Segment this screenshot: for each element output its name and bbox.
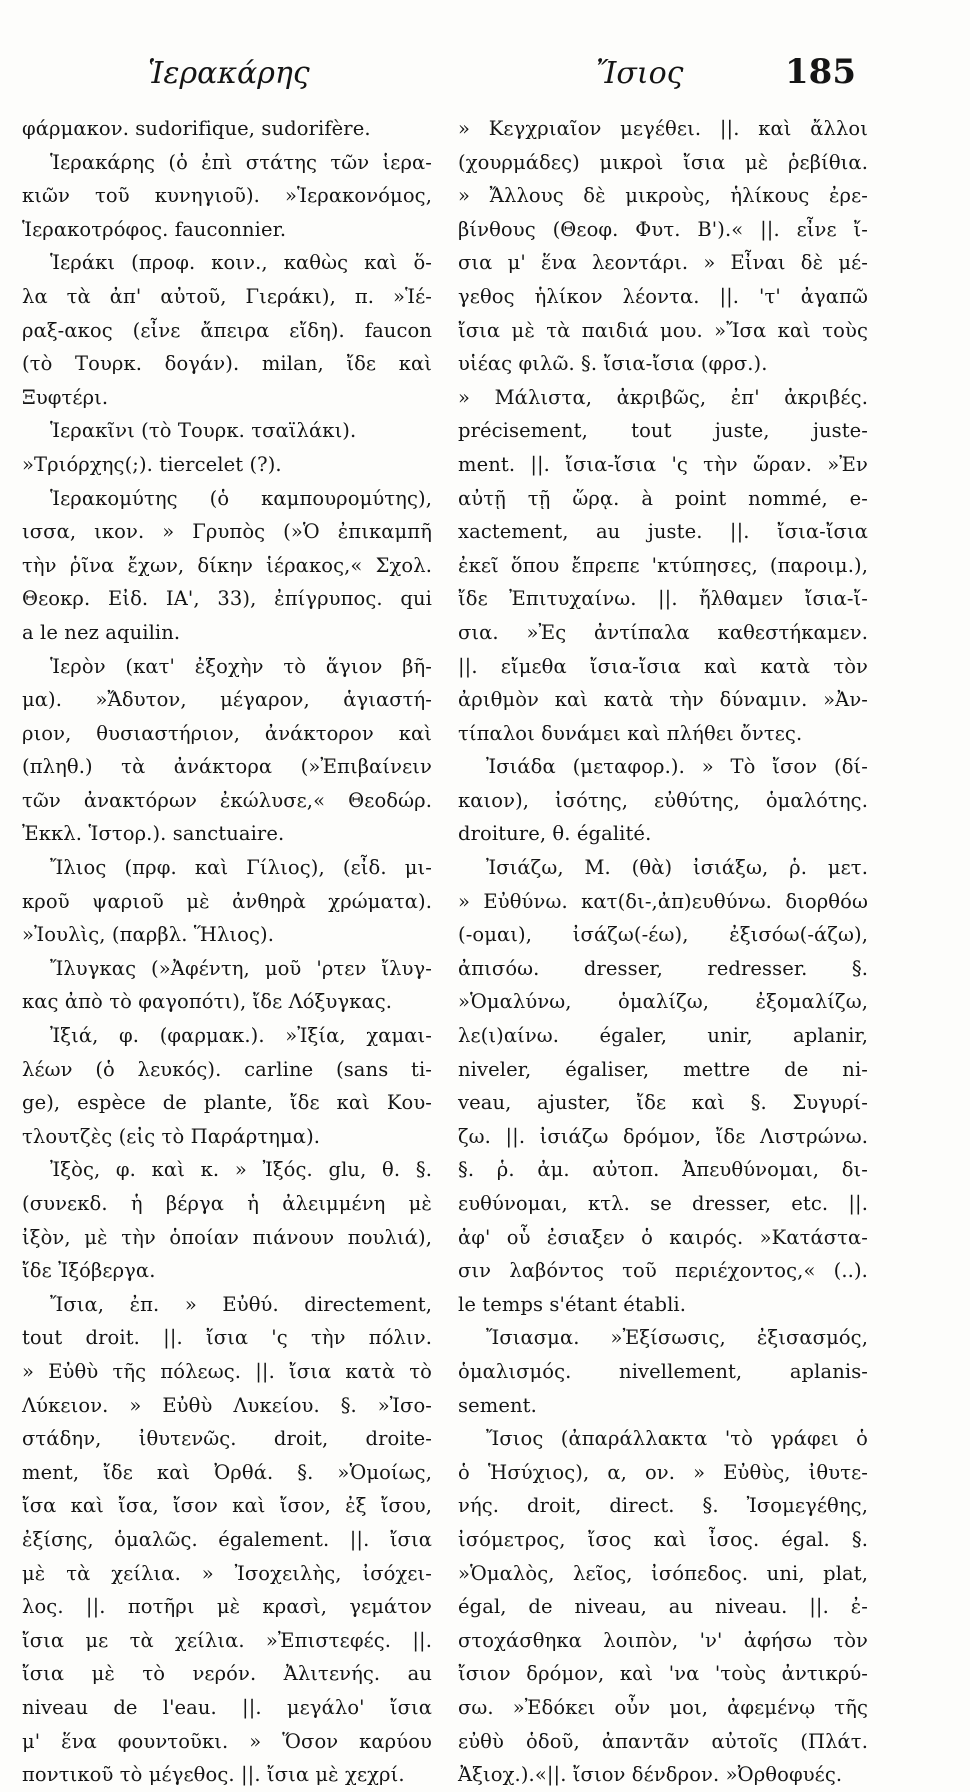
text-line: ἴσιον δρόμον, καὶ 'να 'τοὺς ἀντικρύ- xyxy=(458,1662,868,1686)
text-line: Ξυφτέρι. xyxy=(22,385,109,409)
text-line: tout droit. ||. ἴσια 'ς τὴν πόλιν. xyxy=(22,1326,432,1350)
text-line: (συνεκδ. ἡ βέργα ἡ ἀλειμμένη μὲ xyxy=(22,1192,432,1215)
text-line: ἰσόμετρος, ἴσος καὶ ἶσος. égal. §. xyxy=(458,1527,868,1551)
text-line: μὲ τὰ χείλια. » Ἰσοχειλὴς, ἰσόχει- xyxy=(22,1561,432,1585)
text-line: γεθος ἡλίκον λέοντα. ||. 'τ' ἀγαπῶ xyxy=(458,284,868,308)
text-line: droiture, θ. égalité. xyxy=(458,822,652,846)
left-column xyxy=(22,112,432,1787)
text-line: Ἐκκλ. Ἱστορ.). sanctuaire. xyxy=(22,822,285,846)
text-line: ἀριθμὸν καὶ κατὰ τὴν δύναμιν. »Ἀν- xyxy=(458,688,868,712)
text-line: »Ἰουλὶς, (παρβλ. Ἥλιος). xyxy=(22,923,275,947)
text-line: ισσα, ικον. » Γρυπὸς (»Ὁ ἐπικαμπῆ xyxy=(22,520,432,544)
text-line: a le nez aquilin. xyxy=(22,620,181,644)
text-line: veau, ajuster, ἴδε καὶ §. Συγυρί- xyxy=(458,1091,868,1115)
text-line: ζω. ||. ἰσιάζω δρόμον, ἴδε Λιστρώνω. xyxy=(458,1124,868,1148)
text-line: φάρμακον. sudorifique, sudorifère. xyxy=(22,117,371,140)
text-line: le temps s'étant établi. xyxy=(458,1292,687,1316)
text-line: λε(ι)αίνω. égaler, unir, aplanir, xyxy=(458,1024,868,1048)
header-last-entry: Ἴσιος xyxy=(596,56,684,91)
text-line: ge), espèce de plante, ἴδε καὶ Κου- xyxy=(22,1091,432,1115)
text-line: sement. xyxy=(458,1393,537,1417)
text-line: Ἴσιος (ἀπαράλλακτα 'τὸ γράφει ὁ xyxy=(486,1427,868,1451)
text-line: »Ὁμαλὸς, λεῖος, ἰσόπεδος. uni, plat, xyxy=(458,1561,868,1585)
text-line: βίνθους (Θεοφ. Φυτ. Β').« ||. εἶνε ἴ- xyxy=(458,217,868,241)
text-line: ἀπισόω. dresser, redresser. §. xyxy=(458,956,868,980)
text-line: κας ἀπὸ τὸ φαγοπότι), ἴδε Λόξυγκας. xyxy=(22,990,393,1014)
text-line: » Ἄλλους δὲ μικροὺς, ἡλίκους ἐρε- xyxy=(458,184,868,208)
text-line: τὴν ῥῖνα ἔχων, δίκην ἱέρακος,« Σχολ. xyxy=(22,553,432,577)
text-line: σιν λαβόντος τοῦ περιέχοντος,« (..). xyxy=(458,1259,868,1283)
text-line: τῶν ἀνακτόρων ἐκώλυσε,« Θεοδώρ. xyxy=(22,788,432,812)
text-line: μ' ἕνα φουντοῦκι. » Ὅσον καρύου xyxy=(22,1729,432,1753)
running-header xyxy=(0,52,970,100)
text-line: ἀφ' οὗ ἐσιαξεν ὁ καιρός. »Κατάστα- xyxy=(458,1225,868,1249)
text-line: Ἱερὸν (κατ' ἐξοχὴν τὸ ἅγιον βῆ- xyxy=(50,654,432,678)
text-line: ἴδε Ἰξόβεργα. xyxy=(22,1259,156,1283)
text-line: ὁμαλισμός. nivellement, aplanis- xyxy=(458,1359,868,1383)
text-line: Θεοκρ. Εἰδ. ΙΑ', 33), ἐπίγρυπος. qui xyxy=(22,587,432,611)
text-line: Ἴλιος (πρφ. καὶ Γίλιος), (εἶδ. μι- xyxy=(50,856,432,880)
text-line: niveau de l'eau. ||. μεγάλο' ἴσια xyxy=(22,1695,432,1719)
text-line: Ἱερακοτρόφος. fauconnier. xyxy=(22,217,287,241)
text-line: » Κεγχριαῖον μεγέθει. ||. καὶ ἄλλοι xyxy=(458,117,868,140)
text-line: Ἴσια, ἐπ. » Εὐθύ. directement, xyxy=(50,1292,432,1316)
text-line: σια μ' ἕνα λεοντάρι. » Εἶναι δὲ μέ- xyxy=(458,251,868,275)
text-line: »Ὁμαλύνω, ὁμαλίζω, ἐξομαλίζω, xyxy=(458,990,868,1014)
header-first-entry: Ἱερακάρης xyxy=(148,56,310,91)
text-line: ἰξὸν, μὲ τὴν ὁποίαν πιάνουν πουλιά), xyxy=(22,1225,432,1249)
text-line: »Τριόρχης(;). tiercelet (?). xyxy=(22,452,282,476)
text-line: ἐξίσης, ὁμαλῶς. également. ||. ἴσια xyxy=(22,1527,432,1551)
text-line: xactement, au juste. ||. ἴσια-ἴσια xyxy=(458,520,868,544)
text-line: ραξ-ακος (εἶνε ἄπειρα εἴδη). faucon xyxy=(22,318,432,342)
text-line: αὐτῇ τῇ ὥρᾳ. à point nommé, e- xyxy=(458,486,868,510)
text-line: ἴσα καὶ ἴσα, ἴσον καὶ ἴσον, ἐξ ἴσου, xyxy=(22,1494,432,1518)
text-line: Ἴλυγκας (»Ἀφέντη, μοῦ 'ρτεν ἴλυγ- xyxy=(50,956,432,980)
text-line: σω. »Ἐδόκει οὖν μοι, ἀφεμένῳ τῆς xyxy=(458,1695,868,1719)
text-line: σια. »Ἐς ἀντίπαλα καθεστήκαμεν. xyxy=(458,620,868,644)
text-line: précisement, tout juste, juste- xyxy=(458,419,868,443)
text-line: ἐκεῖ ὅπου ἔπρεπε 'κτύπησες, (παροιμ.), xyxy=(458,553,868,577)
text-line: μα). »Ἄδυτον, μέγαρον, ἁγιαστή- xyxy=(22,688,432,712)
text-line: Ἰξιά, φ. (φαρμακ.). »Ἰξία, χαμαι- xyxy=(50,1024,432,1048)
text-line: ment, ἴδε καὶ Ὀρθά. §. »Ὁμοίως, xyxy=(22,1460,432,1484)
text-line: τίπαλοι δυνάμει καὶ πλήθει ὄντες. xyxy=(458,721,803,745)
text-line: Ἱερακομύτης (ὁ καμπουρομύτης), xyxy=(50,486,432,510)
text-line: υἱέας φιλῶ. §. ἴσια-ἴσια (φρσ.). xyxy=(458,352,768,376)
text-line: (τὸ Τουρκ. δογάν). milan, ἴδε καὶ xyxy=(22,352,432,376)
text-line: Ἴσιασμα. »Ἐξίσωσις, ἐξισασμός, xyxy=(486,1326,868,1350)
text-line: ἴσια μὲ τὸ νερόν. Ἀλιτενής. au xyxy=(22,1662,432,1686)
text-line: Ἰσιάζω, Μ. (θὰ) ἰσιάξω, ῥ. μετ. xyxy=(486,856,868,880)
text-line: εὐθὺ ὁδοῦ, ἀπαντᾶν αὐτοῖς (Πλάτ. xyxy=(458,1729,868,1753)
right-column xyxy=(458,112,868,1787)
text-line: κροῦ ψαριοῦ μὲ ἀνθηρὰ χρώματα). xyxy=(22,889,432,913)
text-line: Ἰσιάδα (μεταφορ.). » Τὸ ἴσον (δί- xyxy=(486,755,868,779)
text-line: Ἀξιοχ.).«||. ἴσιον δένδρον. »Ὀρθοφυές. xyxy=(458,1763,843,1787)
text-line: Ἰξὸς, φ. καὶ κ. » Ἰξός. glu, θ. §. xyxy=(50,1158,432,1182)
text-line: Ἱερακάρης (ὁ ἐπὶ στάτης τῶν ἱερα- xyxy=(50,150,432,174)
text-line: λα τὰ ἀπ' αὐτοῦ, Γιεράκι), π. »Ἱέ- xyxy=(22,284,432,308)
text-line: λέων (ὁ λευκός). carline (sans ti- xyxy=(22,1057,432,1081)
text-line: καιον), ἰσότης, εὐθύτης, ὁμαλότης. xyxy=(458,788,868,812)
text-line: νής. droit, direct. §. Ἰσομεγέθης, xyxy=(458,1494,868,1518)
text-line: Ἱερακῖνι (τὸ Τουρκ. τσαϊλάκι). xyxy=(50,419,357,443)
text-line: ἴδε Ἐπιτυχαίνω. ||. ἤλθαμεν ἴσια-ἴ- xyxy=(458,587,868,611)
page-number: 185 xyxy=(785,52,856,92)
text-line: ἴσια με τὰ χείλια. »Ἐπιστεφές. ||. xyxy=(22,1628,432,1652)
text-line: ||. εἴμεθα ἴσια-ἴσια καὶ κατὰ τὸν xyxy=(458,654,868,678)
text-line: στάδην, ἰθυτενῶς. droit, droite- xyxy=(22,1427,432,1451)
text-line: » Εὐθὺ τῆς πόλεως. ||. ἴσια κατὰ τὸ xyxy=(22,1359,432,1383)
text-line: ευθύνομαι, κτλ. se dresser, etc. ||. xyxy=(458,1192,868,1215)
text-line: ριον, θυσιαστήριον, ἀνάκτορον καὶ xyxy=(22,721,432,745)
text-line: ποντικοῦ τὸ μέγεθος. ||. ἴσια μὲ χεχρί. xyxy=(22,1763,405,1787)
text-line: (χουρμάδες) μικροὶ ἴσια μὲ ῥεβίθια. xyxy=(458,150,868,174)
text-line: λος. ||. ποτῆρι μὲ κρασὶ, γεμάτον xyxy=(22,1595,432,1619)
text-line: » Μάλιστα, ἀκριβῶς, ἐπ' ἀκριβές. xyxy=(458,385,868,409)
text-line: κιῶν τοῦ κυνηγιοῦ). »Ἱερακονόμος, xyxy=(22,184,432,208)
text-line: égal, de niveau, au niveau. ||. ἐ- xyxy=(458,1595,868,1619)
text-line: (-ομαι), ἰσάζω(-έω), ἐξισόω(-άζω), xyxy=(458,923,868,947)
text-line: (πληθ.) τὰ ἀνάκτορα (»Ἐπιβαίνειν xyxy=(22,755,432,779)
text-line: » Εὐθύνω. κατ(δι-,ἀπ)ευθύνω. διορθόω xyxy=(458,889,868,913)
text-line: ment. ||. ἴσια-ἴσια 'ς τὴν ὥραν. »Ἐν xyxy=(458,452,868,476)
text-line: στοχάσθηκα λοιπὸν, 'ν' ἀφήσω τὸν xyxy=(458,1628,868,1652)
text-line: §. ῥ. ἀμ. αὐτοπ. Ἀπευθύνομαι, δι- xyxy=(458,1158,868,1182)
text-line: Ἱεράκι (προφ. κοιν., καθὼς καὶ ὅ- xyxy=(50,251,432,275)
text-line: ἴσια μὲ τὰ παιδιά μου. »Ἴσα καὶ τοὺς xyxy=(458,318,868,342)
text-line: τλουτζὲς (εἰς τὸ Παράρτημα). xyxy=(22,1124,321,1148)
text-line: ὁ Ἡσύχιος), α, ον. » Εὐθὺς, ἰθυτε- xyxy=(458,1460,868,1484)
text-line: niveler, égaliser, mettre de ni- xyxy=(458,1057,868,1081)
text-line: Λύκειον. » Εὐθὺ Λυκείου. §. »Ἰσο- xyxy=(22,1393,432,1417)
